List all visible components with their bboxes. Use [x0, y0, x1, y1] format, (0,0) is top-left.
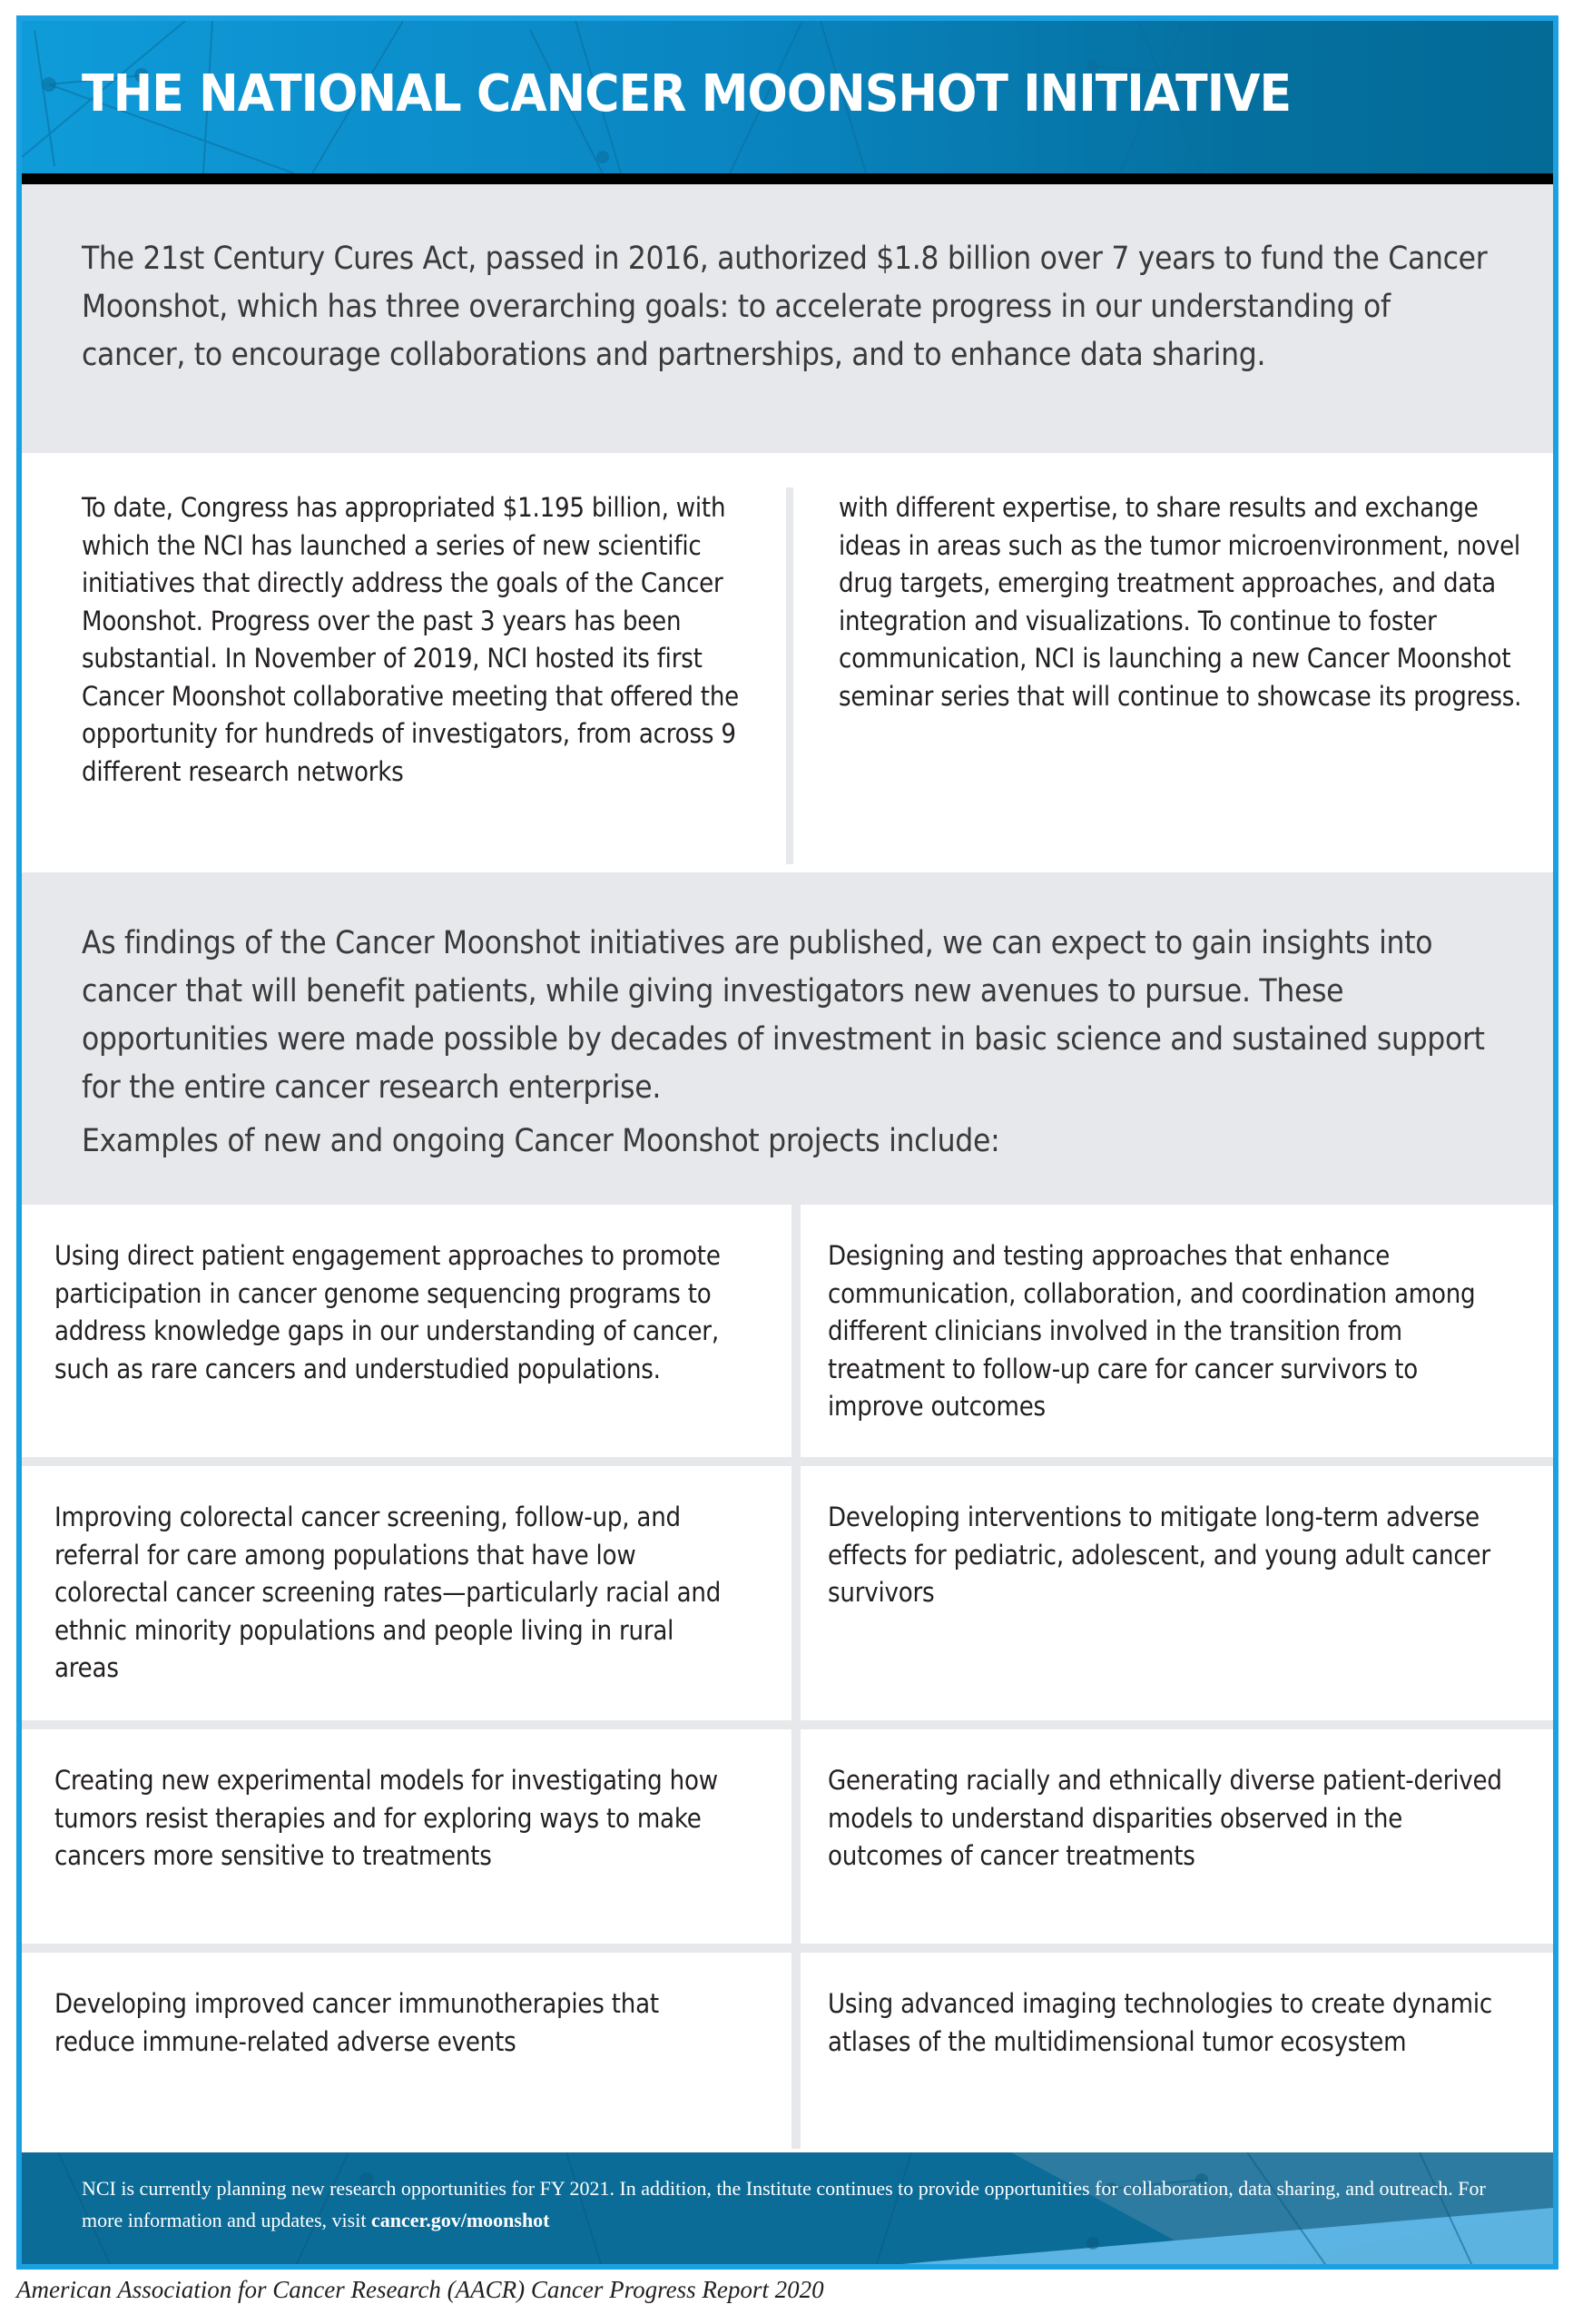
project-text: Using advanced imaging technologies to create dynamic atlases of the multidimensional tumor ecosystem [828, 1988, 1493, 2057]
project-text: Developing interventions to mitigate long-term adverse effects for pediatric, adolescent, and young adult cancer survivors [828, 1502, 1490, 1608]
project-item [801, 1205, 1558, 1457]
project-text: Improving colorectal cancer screening, follow-up, and referral for care among populations that have low colorectal cancer screening rates—particularly racial and ethnic minority populations and people living in rural areas [54, 1502, 722, 1683]
intro-text: The 21st Century Cures Act, passed in 2016, authorized $1.8 billion over 7 years to fund the Cancer Moonshot, which has three overarching goals: to accelerate progress in our understanding of cancer, to encourage collaborations and partnerships, and to enhance data sharing. [82, 241, 1488, 373]
moonshot-infographic [16, 15, 1558, 2270]
project-text: Generating racially and ethnically diverse patient-derived models to understand disparities observed in the outcomes of cancer treatments [828, 1765, 1502, 1871]
project-item [801, 1466, 1558, 1720]
column-divider [786, 487, 793, 864]
progress-text-column-2: with different expertise, to share results and exchange ideas in areas such as the tumor microenvironment, novel drug targets, emerging treatment approaches, and data integration and visualizations. To continue to foster communication, NCI is launching a new Cancer Moonshot seminar series that will continue to showcase its progress. [839, 492, 1522, 712]
project-text: Developing improved cancer immunotherapies that reduce immune-related adverse events [54, 1988, 659, 2057]
row-divider [22, 1457, 1553, 1466]
page-title: THE NATIONAL CANCER MOONSHOT INITIATIVE [82, 64, 1292, 123]
project-text: Creating new experimental models for investigating how tumors resist therapies and for exploring ways to make cancers more sensitive to treatments [54, 1765, 718, 1871]
project-item [801, 1953, 1558, 2152]
project-item [22, 1729, 791, 1944]
project-text: Using direct patient engagement approaches to promote participation in cancer genome sequencing programs to address knowledge gaps in our understanding of cancer, such as rare cancers and understudied populations. [54, 1240, 721, 1384]
project-item [22, 1466, 791, 1720]
source-caption: American Association for Cancer Research (AACR) Cancer Progress Report 2020 [16, 2276, 824, 2303]
row-divider [22, 1944, 1553, 1953]
footer-text [82, 2172, 1516, 2236]
moonshot-link[interactable]: cancer.gov/moonshot [370, 2209, 550, 2231]
projects-grid [22, 1196, 1553, 2152]
footer-body: NCI is currently planning new research opportunities for FY 2021. In addition, the Institute continues to provide opportunities for collaboration, data sharing, and outreach. For more information and updates, visit [82, 2177, 1486, 2231]
findings-section [22, 872, 1553, 1196]
header-banner [22, 21, 1553, 173]
column-divider [791, 1205, 801, 2149]
project-text: Designing and testing approaches that enhance communication, collaboration, and coordination among different clinicians involved in the transition from treatment to follow-up care for cancer survivors to improve outcomes [828, 1240, 1476, 1422]
footer-banner [22, 2152, 1553, 2270]
project-item [22, 1205, 791, 1457]
progress-text-column-1: To date, Congress has appropriated $1.195 billion, with which the NCI has launched a series of new scientific initiatives that directly address the goals of the Cancer Moonshot. Progress over the past 3 years has been substantial. In November of 2019, NCI hosted its first Cancer Moonshot collaborative meeting that offered the opportunity for hundreds of investigators, from across 9 different research networks [82, 492, 740, 787]
examples-intro: Examples of new and ongoing Cancer Moonshot projects include: [82, 1123, 1000, 1159]
header-divider [22, 173, 1553, 184]
row-divider [22, 1720, 1553, 1729]
project-item [22, 1953, 791, 2152]
row-divider [22, 1196, 1553, 1205]
intro-section [22, 184, 1553, 453]
project-item [801, 1729, 1558, 1944]
progress-section [22, 453, 1553, 872]
findings-text: As findings of the Cancer Moonshot initiatives are published, we can expect to gain insights into cancer that will benefit patients, while giving investigators new avenues to pursue. These opportunities were made possible by decades of investment in basic science and sustained support for the entire cancer research enterprise. [82, 925, 1485, 1106]
